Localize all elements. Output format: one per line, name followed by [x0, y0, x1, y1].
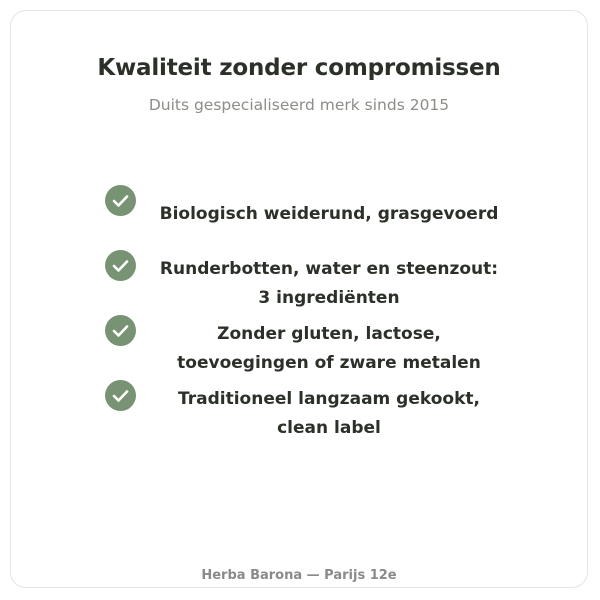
quality-card	[10, 10, 588, 588]
feature-text: Runderbotten, water en steenzout: 3 ingrediënten	[159, 259, 499, 308]
feature-text: Biologisch weiderund, grasgevoerd	[159, 204, 499, 224]
check-circle-icon	[105, 380, 136, 411]
feature-text: Zonder gluten, lactose, toevoegingen of zware metalen	[177, 324, 481, 373]
page-subtitle: Duits gespecialiseerd merk sinds 2015	[148, 96, 450, 114]
page-title: Kwaliteit zonder compromissen	[97, 55, 501, 81]
feature-text: Traditioneel langzaam gekookt, clean label	[178, 389, 480, 438]
check-circle-icon	[105, 185, 136, 216]
check-circle-icon	[105, 250, 136, 281]
check-circle-icon	[105, 315, 136, 346]
footer-brand: Herba Barona — Parijs 12e	[201, 568, 397, 583]
